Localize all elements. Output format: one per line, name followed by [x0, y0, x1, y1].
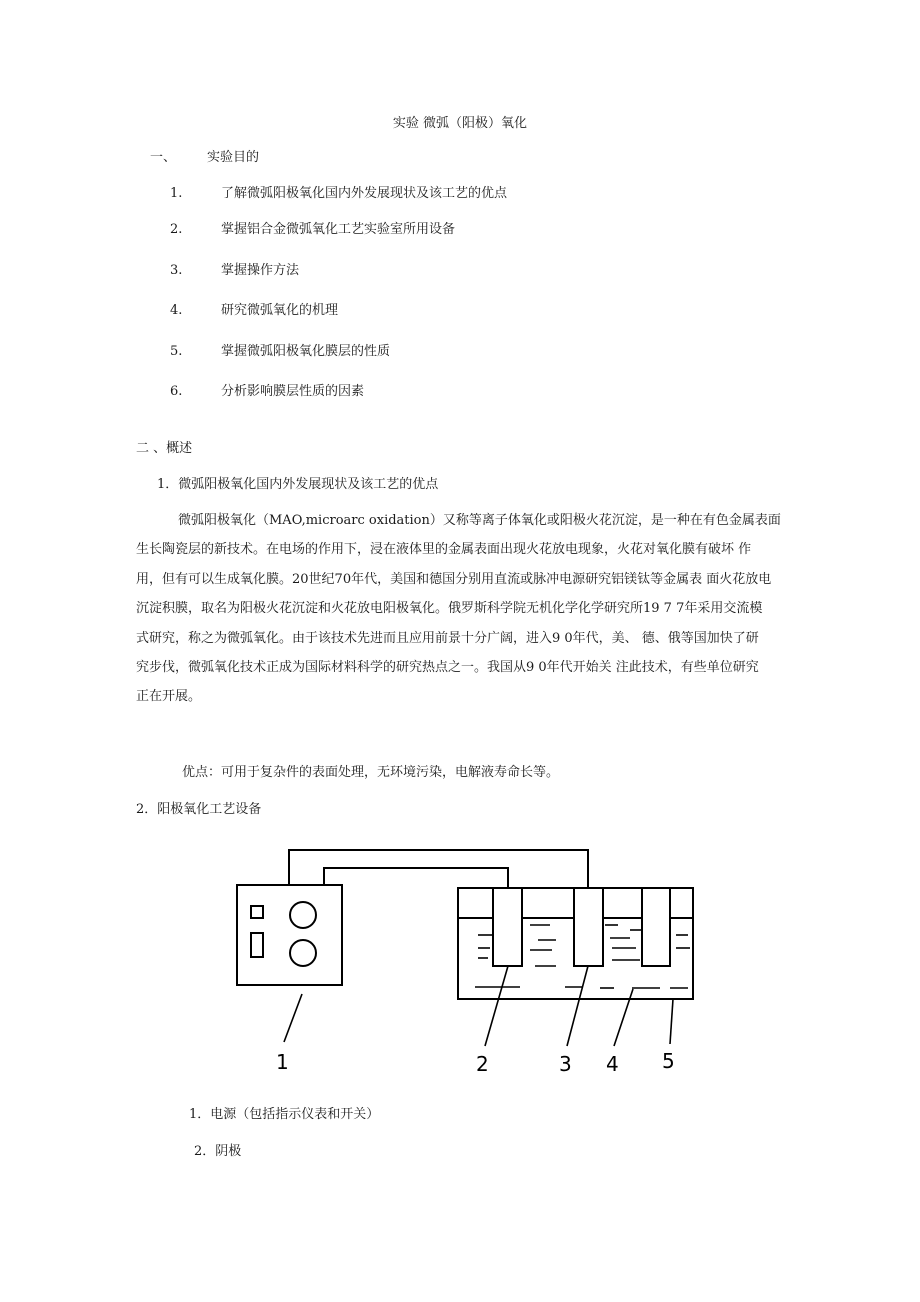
subsection-heading: 2．阳极氧化工艺设备 — [136, 802, 262, 817]
objective-item: 分析影响膜层性质的因素 — [221, 384, 365, 399]
paragraph-line: 究步伐，微弧氧化技术正成为国际材料科学的研究热点之一。我国从9 0年代开始关 注此技术，有些单位研究 — [136, 660, 759, 676]
paragraph-line: 正在开展。 — [136, 689, 202, 705]
objective-item: 掌握操作方法 — [221, 263, 300, 278]
diagram-label: 1 — [276, 1050, 289, 1074]
paragraph-line: 沉淀积膜，取名为阳极火花沉淀和火花放电阳极氧化。俄罗斯科学院无机化学化学研究所19 7 7年采用交流模 — [136, 601, 763, 617]
paragraph-line: 微弧阳极氧化（MAO,microarc oxidation）又称等离子体氧化或阳极火花沉淀，是一种在有色金属表面 — [178, 513, 781, 528]
indicator-square — [251, 906, 263, 918]
diagram-label: 3 — [559, 1052, 572, 1076]
objective-number: 4. — [170, 303, 183, 318]
objective-item: 掌握铝合金微弧氧化工艺实验室所用设备 — [221, 222, 456, 237]
leader-line — [614, 989, 633, 1046]
diagram-label: 2 — [476, 1052, 489, 1076]
objective-number: 3. — [170, 263, 183, 278]
subsection-heading: 1．微弧阳极氧化国内外发展现状及该工艺的优点 — [157, 477, 439, 492]
section2-heading: 二 、概述 — [136, 441, 193, 456]
paragraph-line: 生长陶瓷层的新技术。在电场的作用下，浸在液体里的金属表面出现火花放电现象，火花对氧化膜有破坏 作 — [136, 542, 752, 558]
objective-item: 掌握微弧阳极氧化膜层的性质 — [221, 344, 391, 359]
leader-line — [284, 994, 302, 1042]
objective-number: 1. — [170, 186, 183, 201]
objective-item: 了解微弧阳极氧化国内外发展现状及该工艺的优点 — [221, 186, 508, 201]
paragraph-line: 用，但有可以生成氧化膜。20世纪70年代，美国和德国分别用直流或脉冲电源研究铝镁钛等金属表 面火花放电 — [136, 571, 772, 587]
meter-circle — [290, 902, 316, 928]
meter-circle — [290, 940, 316, 966]
leader-line — [670, 999, 673, 1044]
legend-item: 2．阴极 — [194, 1144, 242, 1159]
objective-number: 6. — [170, 384, 183, 399]
cathode — [493, 888, 522, 966]
wire — [289, 850, 588, 908]
anode — [574, 888, 603, 966]
power-supply-box — [237, 885, 342, 985]
switch-rect — [251, 933, 263, 957]
legend-item: 1．电源（包括指示仪表和开关） — [189, 1107, 380, 1122]
objective-item: 研究微弧氧化的机理 — [221, 303, 339, 318]
electrode — [642, 888, 670, 966]
page-title: 实验 微弧（阳极）氧化 — [392, 116, 528, 131]
objective-number: 2. — [170, 222, 183, 237]
section1-number: 一、 — [150, 150, 177, 165]
advantages-text: 优点：可用于复杂件的表面处理，无环境污染，电解液寿命长等。 — [182, 765, 560, 780]
objective-number: 5. — [170, 344, 183, 359]
leader-line — [567, 966, 588, 1046]
diagram-label: 5 — [662, 1049, 675, 1073]
paragraph-line: 式研究，称之为微弧氧化。由于该技术先进而且应用前景十分广阔，进入9 0年代，美、 德、俄等国加快了研 — [136, 630, 759, 646]
diagram-label: 4 — [606, 1052, 619, 1076]
leader-line — [485, 966, 508, 1046]
section1-heading: 实验目的 — [207, 150, 260, 165]
